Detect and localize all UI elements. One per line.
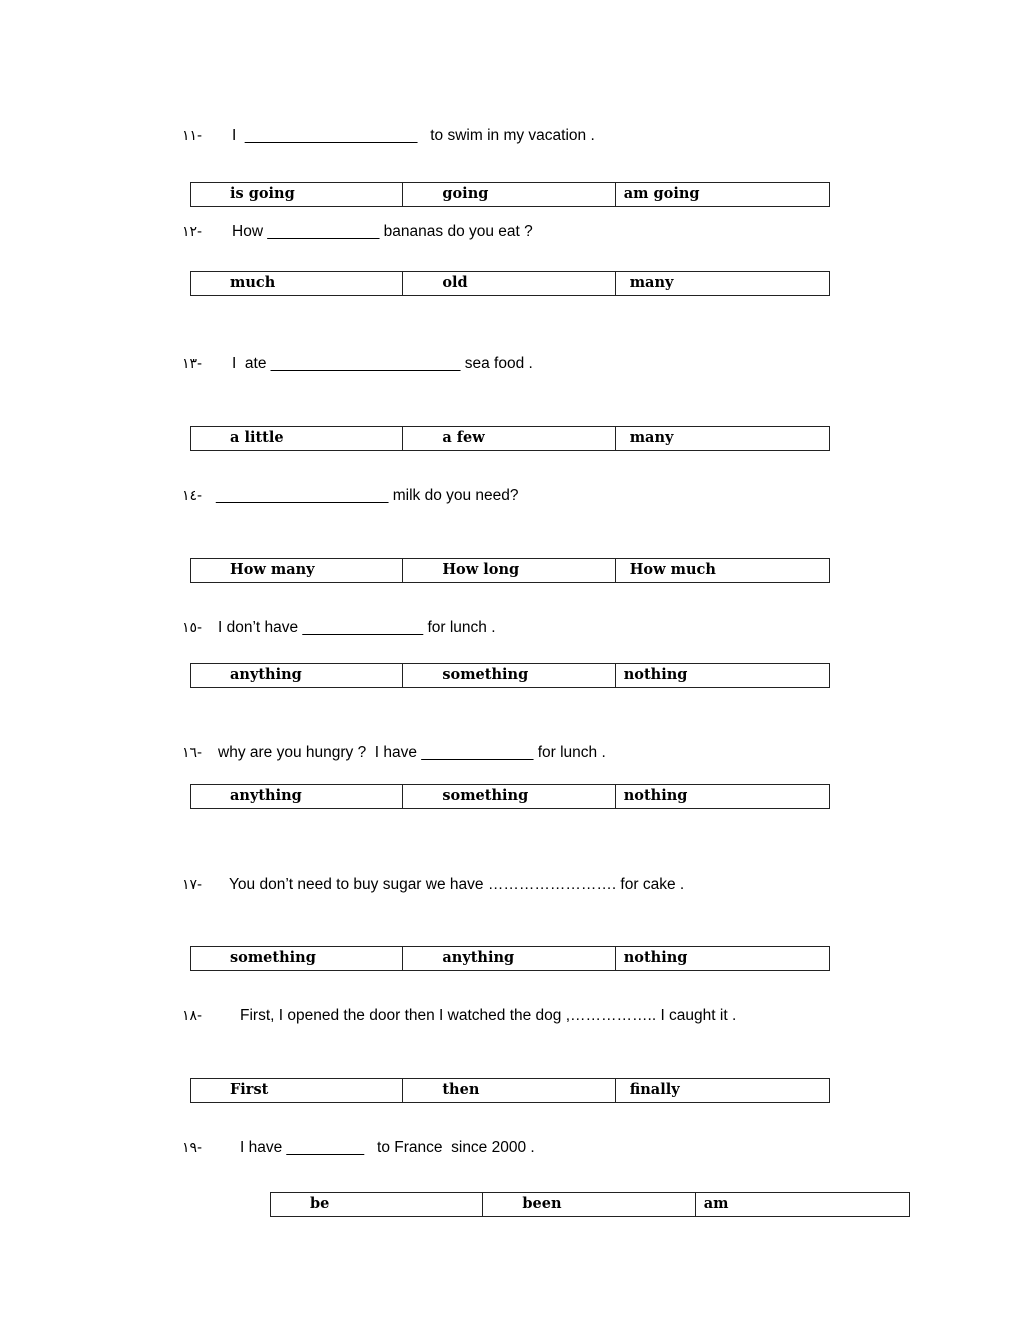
options-table <box>190 558 830 583</box>
question-number: ١٣- <box>182 356 203 372</box>
option-cell[interactable]: something <box>403 664 615 687</box>
question-text: I don’t have ______________ for lunch . <box>218 619 496 636</box>
option-cell[interactable]: How much <box>629 561 716 578</box>
option-cell[interactable]: nothing <box>623 666 688 683</box>
question-number: ١٦- <box>182 745 203 761</box>
question-text: I ate ______________________ sea food . <box>232 355 533 372</box>
option-cell[interactable]: nothing <box>623 787 688 804</box>
option-cell[interactable]: many <box>629 274 674 291</box>
options-table <box>190 784 830 809</box>
options-table <box>190 663 830 688</box>
option-cell[interactable]: First <box>191 1079 403 1102</box>
question-number: ١٩- <box>182 1140 203 1156</box>
question-text: You don’t need to buy sugar we have ……………………. for cake . <box>229 876 685 893</box>
option-cell[interactable]: finally <box>629 1081 680 1098</box>
options-table <box>190 1078 830 1103</box>
options-table <box>270 1192 910 1217</box>
option-cell[interactable]: anything <box>191 664 403 687</box>
question-number: ١٧- <box>182 877 203 893</box>
option-cell[interactable]: How many <box>191 559 403 582</box>
question-text: First, I opened the door then I watched the dog ,…………….. I caught it . <box>240 1007 737 1024</box>
question-text: why are you hungry ? I have _____________ for lunch . <box>218 744 606 761</box>
question-text: I have _________ to France since 2000 . <box>240 1139 535 1156</box>
options-table <box>190 946 830 971</box>
option-cell[interactable]: am going <box>623 185 700 202</box>
option-cell[interactable]: many <box>629 429 674 446</box>
option-cell[interactable]: How long <box>403 559 615 582</box>
question-text: I ____________________ to swim in my vacation . <box>232 127 595 144</box>
options-table <box>190 426 830 451</box>
options-table <box>190 271 830 296</box>
question-number: ١١- <box>182 128 203 144</box>
question-text: ____________________ milk do you need? <box>216 487 519 504</box>
question-number: ١٨- <box>182 1008 203 1024</box>
question-number: ١٢- <box>182 224 203 240</box>
option-cell[interactable]: is going <box>191 183 403 206</box>
option-cell[interactable]: much <box>191 272 403 295</box>
question-number: ١٤- <box>182 488 203 504</box>
option-cell[interactable]: nothing <box>623 949 688 966</box>
option-cell[interactable]: something <box>403 785 615 808</box>
option-cell[interactable]: am <box>703 1195 729 1212</box>
option-cell[interactable]: been <box>483 1193 695 1216</box>
option-cell[interactable]: anything <box>191 785 403 808</box>
option-cell[interactable]: something <box>191 947 403 970</box>
option-cell[interactable]: going <box>403 183 615 206</box>
question-number: ١٥- <box>182 620 203 636</box>
question-text: How _____________ bananas do you eat ? <box>232 223 533 240</box>
option-cell[interactable]: then <box>403 1079 615 1102</box>
option-cell[interactable]: a little <box>191 427 403 450</box>
option-cell[interactable]: a few <box>403 427 615 450</box>
options-table <box>190 182 830 207</box>
option-cell[interactable]: anything <box>403 947 615 970</box>
option-cell[interactable]: be <box>271 1193 483 1216</box>
option-cell[interactable]: old <box>403 272 615 295</box>
